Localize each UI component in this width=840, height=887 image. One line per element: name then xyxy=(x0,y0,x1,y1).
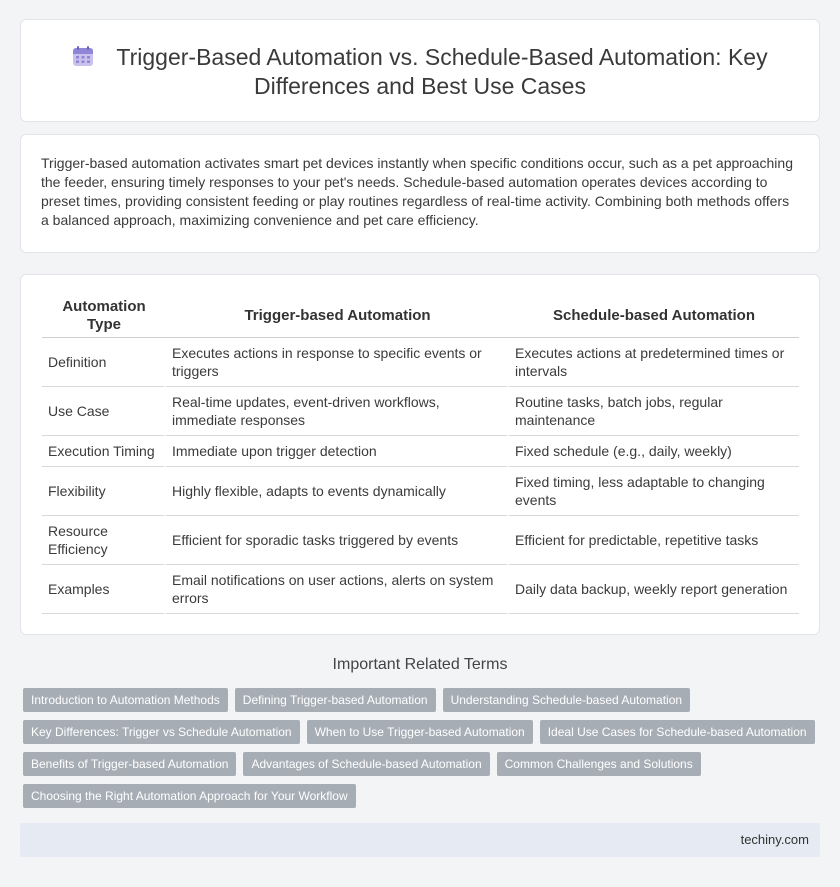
table-row xyxy=(42,565,799,614)
intro-card xyxy=(20,134,820,253)
related-term-tag[interactable]: Defining Trigger-based Automation xyxy=(235,688,436,712)
row-label: Execution Timing xyxy=(42,436,166,467)
table-cell: Fixed schedule (e.g., daily, weekly) xyxy=(509,436,799,467)
related-term-tag[interactable]: Benefits of Trigger-based Automation xyxy=(23,752,236,776)
row-label: Examples xyxy=(42,565,166,614)
calendar-icon xyxy=(72,45,94,67)
table-row xyxy=(42,467,799,516)
related-terms-title: Important Related Terms xyxy=(332,656,508,673)
title-wrap xyxy=(61,43,779,101)
table-cell: Daily data backup, weekly report generation xyxy=(509,565,799,614)
header-card xyxy=(20,19,820,122)
table-header-row xyxy=(42,294,799,338)
row-label: Flexibility xyxy=(42,467,166,516)
table-row xyxy=(42,387,799,436)
related-term-tag[interactable]: Advantages of Schedule-based Automation xyxy=(243,752,489,776)
tag-row xyxy=(23,752,823,776)
comparison-table xyxy=(42,294,799,614)
related-term-tag[interactable]: Ideal Use Cases for Schedule-based Automation xyxy=(540,720,815,744)
table-cell: Routine tasks, batch jobs, regular maintenance xyxy=(509,387,799,436)
table-cell: Highly flexible, adapts to events dynamically xyxy=(166,467,509,516)
related-terms-list xyxy=(23,688,823,816)
comparison-table-card xyxy=(20,274,820,635)
row-label: Use Case xyxy=(42,387,166,436)
table-row xyxy=(42,436,799,467)
table-cell: Efficient for predictable, repetitive tasks xyxy=(509,516,799,565)
column-header: Schedule-based Automation xyxy=(509,294,799,338)
table-cell: Real-time updates, event-driven workflows, immediate responses xyxy=(166,387,509,436)
table-cell: Executes actions at predetermined times or intervals xyxy=(509,338,799,387)
page-title-text: Trigger-Based Automation vs. Schedule-Based Automation: Key Differences and Best Use Cases xyxy=(116,44,768,99)
tag-row xyxy=(23,784,823,808)
column-header: Automation Type xyxy=(42,294,166,338)
row-label: Resource Efficiency xyxy=(42,516,166,565)
related-term-tag[interactable]: Common Challenges and Solutions xyxy=(497,752,701,776)
tag-row xyxy=(23,720,823,744)
column-header: Trigger-based Automation xyxy=(166,294,509,338)
related-term-tag[interactable]: When to Use Trigger-based Automation xyxy=(307,720,533,744)
table-cell: Email notifications on user actions, alerts on system errors xyxy=(166,565,509,614)
table-cell: Fixed timing, less adaptable to changing events xyxy=(509,467,799,516)
page-title xyxy=(61,43,779,101)
footer-site-name[interactable]: techiny.com xyxy=(740,832,809,847)
row-label: Definition xyxy=(42,338,166,387)
tag-row xyxy=(23,688,823,712)
related-term-tag[interactable]: Understanding Schedule-based Automation xyxy=(443,688,691,712)
related-term-tag[interactable]: Key Differences: Trigger vs Schedule Automation xyxy=(23,720,300,744)
table-cell: Efficient for sporadic tasks triggered by events xyxy=(166,516,509,565)
intro-paragraph: Trigger-based automation activates smart pet devices instantly when specific conditions occur, such as a pet approaching the feeder, ensuring timely responses to your pet's needs. Schedule-based automation operates devices according to preset times, providing consistent feeding or play routines regardless of real-time activity. Combining both methods offers a balanced approach, maximizing convenience and pet care efficiency. xyxy=(41,155,793,228)
table-row xyxy=(42,338,799,387)
table-cell: Executes actions in response to specific events or triggers xyxy=(166,338,509,387)
related-term-tag[interactable]: Choosing the Right Automation Approach for Your Workflow xyxy=(23,784,356,808)
related-term-tag[interactable]: Introduction to Automation Methods xyxy=(23,688,228,712)
table-row xyxy=(42,516,799,565)
footer xyxy=(20,823,820,857)
table-cell: Immediate upon trigger detection xyxy=(166,436,509,467)
